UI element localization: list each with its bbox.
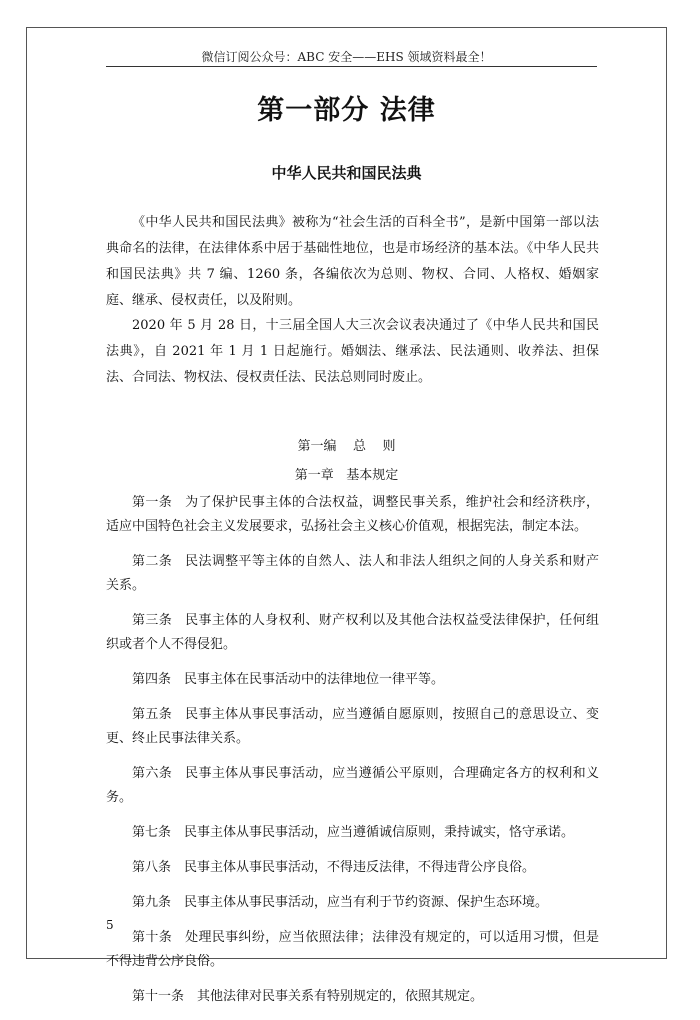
header-divider (106, 66, 597, 67)
article (106, 926, 599, 974)
part-title: 第一部分 法律 (257, 95, 436, 126)
article (106, 668, 599, 692)
article-number: 第六条 (132, 766, 173, 781)
article (106, 985, 599, 1009)
article-number: 第三条 (132, 613, 173, 628)
intro-paragraph-2: 2020 年 5 月 28 日，十三届全国人大三次会议表决通过了《中华人民共和国民法典》，自 2021 年 1 月 1 日起施行。婚姻法、继承法、民法通则、收养法、担保法、合同法、物权法、侵权责任法、民法总则同时废止。 (106, 318, 599, 385)
article-number: 第五条 (132, 707, 173, 722)
article (106, 821, 599, 845)
article (106, 891, 599, 915)
article-text: 民事主体在民事活动中的法律地位一律平等。 (184, 672, 445, 687)
article-number: 第九条 (132, 895, 172, 910)
article-text: 民事主体从事民事活动，不得违反法律，不得违背公序良俗。 (184, 860, 536, 875)
article-text: 民法调整平等主体的自然人、法人和非法人组织之间的人身关系和财产关系。 (106, 554, 599, 593)
article-text: 处理民事纠纷，应当依照法律；法律没有规定的，可以适用习惯，但是不得违背公序良俗。 (106, 930, 599, 969)
article (106, 491, 599, 539)
article (106, 609, 599, 657)
article-number: 第七条 (132, 825, 172, 840)
book-heading: 第一编 总 则 (297, 439, 396, 454)
article-text: 民事主体从事民事活动，应当遵循公平原则，合理确定各方的权利和义务。 (106, 766, 599, 805)
article-text: 民事主体从事民事活动，应当遵循自愿原则，按照自己的意思设立、变更、终止民事法律关系。 (106, 707, 599, 746)
article (106, 856, 599, 880)
article-number: 第十一条 (132, 989, 185, 1004)
article-text: 其他法律对民事关系有特别规定的，依照其规定。 (197, 989, 484, 1004)
article-number: 第二条 (132, 554, 173, 569)
intro-paragraph-1: 《中华人民共和国民法典》被称为“社会生活的百科全书”，是新中国第一部以法典命名的法律，在法律体系中居于基础性地位，也是市场经济的基本法。《中华人民共和国民法典》共 7 编、1260 条，各编依次为总则、物权、合同、人格权、婚姻家庭、继承、侵权责任，以及附则。 (106, 215, 599, 308)
article-text: 为了保护民事主体的合法权益，调整民事关系，维护社会和经济秩序，适应中国特色社会主义发展要求，弘扬社会主义核心价值观，根据宪法，制定本法。 (106, 495, 599, 534)
article-number: 第十条 (132, 930, 173, 945)
article-number: 第一条 (132, 495, 173, 510)
article-text: 民事主体从事民事活动，应当有利于节约资源、保护生态环境。 (184, 895, 549, 910)
law-title: 中华人民共和国民法典 (271, 164, 422, 182)
document-page (26, 27, 667, 1004)
article-list (106, 491, 599, 1020)
article-number: 第四条 (132, 672, 172, 687)
page-header: 微信订阅公众号：ABC 安全——EHS 领域资料最全！ (201, 50, 492, 64)
article-text: 民事主体从事民事活动，应当遵循诚信原则，秉持诚实，恪守承诺。 (184, 825, 575, 840)
chapter-heading: 第一章 基本规定 (294, 468, 399, 483)
article (106, 550, 599, 598)
article (106, 762, 599, 810)
article (106, 703, 599, 751)
article-number: 第八条 (132, 860, 172, 875)
page-number: 5 (106, 918, 114, 932)
article-text: 民事主体的人身权利、财产权利以及其他合法权益受法律保护，任何组织或者个人不得侵犯。 (106, 613, 599, 652)
